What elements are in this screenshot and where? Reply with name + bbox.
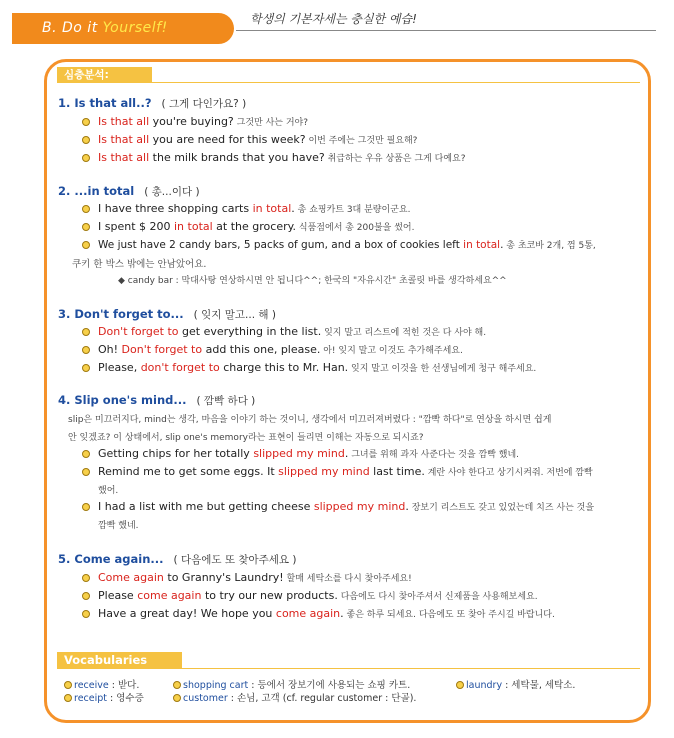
section-gloss: ( 그게 다인가요? ) [161, 98, 247, 110]
list-item: Is that all you're buying? 그것만 사는 거야? [82, 115, 308, 128]
vocab-label: Vocabularies [57, 652, 182, 669]
header-tab-title: B. Do it Yourself! [42, 20, 168, 36]
section-4-heading [58, 393, 255, 408]
section-title: Come again... [74, 552, 164, 566]
vocab-entry: shopping cart : 등에서 장보기에 사용되는 쇼핑 카트. [173, 677, 410, 691]
bullet-icon [82, 241, 90, 249]
bullet-icon [82, 205, 90, 213]
list-item: I have three shopping carts in total. 총 쇼핑카트 3대 분량이군요. [82, 202, 410, 215]
section-number: 1. [58, 96, 71, 110]
vocab-entry: customer : 손님, 고객 (cf. regular customer : 단골). [173, 690, 416, 704]
list-item: I spent $ 200 in total at the grocery. 식품점에서 총 200불을 썼어. [82, 220, 415, 233]
section-title: Don't forget to... [74, 307, 184, 321]
note: ◆ candy bar : 막대사탕 연상하시면 안 됩니다^^; 한국의 "자유시간" 초콜릿 바를 생각하세요^^ [118, 276, 507, 286]
bullet-icon [82, 328, 90, 336]
list-item: Please come again to try our new products. 다음에도 다시 찾아주셔서 신제품을 사용해보세요. [82, 589, 538, 602]
bullet-icon [456, 681, 464, 689]
list-item: Don't forget to get everything in the list. 잊지 말고 리스트에 적힌 것은 다 사야 해. [82, 325, 486, 338]
section-title: Is that all..? [74, 96, 152, 110]
section-2-heading [58, 184, 200, 199]
vocab-entry: receive : 받다. [64, 677, 139, 691]
list-item-continuation: 쿠키 한 박스 밖에는 안남았어요. [72, 259, 207, 270]
bullet-icon [82, 136, 90, 144]
section-description: 안 잊겠죠? 이 상태에서, slip one's memory라는 표현이 들리면 이해는 자동으로 되시죠? [68, 433, 424, 443]
list-item: Come again to Granny's Laundry! 할매 세탁소를 다시 찾아주세요! [82, 571, 412, 584]
list-item: Have a great day! We hope you come again. 좋은 하루 되세요. 다음에도 또 찾아 주시길 바랍니다. [82, 607, 555, 620]
list-item: Oh! Don't forget to add this one, please. 아! 잊지 말고 이것도 추가해주세요. [82, 343, 463, 356]
bullet-icon [82, 592, 90, 600]
section-gloss: ( 잊지 말고... 해 ) [193, 309, 276, 321]
section-gloss: ( 총...이다 ) [144, 186, 200, 198]
bullet-icon [82, 364, 90, 372]
section-label: 심층분석: [57, 67, 152, 83]
list-item-continuation: 깜빡 했네. [98, 521, 139, 531]
bullet-icon [64, 681, 72, 689]
vocab-rule [175, 668, 640, 669]
section-number: 5. [58, 552, 71, 566]
list-item: I had a list with me but getting cheese slipped my mind. 장보기 리스트도 갖고 있었는데 치즈 사는 것을 [82, 500, 594, 513]
bullet-icon [64, 694, 72, 702]
vocab-entry: receipt : 영수증 [64, 690, 144, 704]
bullet-icon [82, 503, 90, 511]
section-title: ...in total [74, 184, 135, 198]
bullet-icon [82, 223, 90, 231]
bullet-icon [82, 610, 90, 618]
bullet-icon [82, 468, 90, 476]
list-item: Please, don't forget to charge this to Mr. Han. 잊지 말고 이것을 한 선생님에게 청구 해주세요. [82, 361, 536, 374]
list-item: We just have 2 candy bars, 5 packs of gum, and a box of cookies left in total. 총 초코바 2개, 껌 5통, [82, 238, 596, 251]
section-gloss: ( 깜빡 하다 ) [196, 395, 256, 407]
bullet-icon [82, 574, 90, 582]
list-item: Getting chips for her totally slipped my mind. 그녀를 위해 과자 사준다는 것을 깜빡 했네. [82, 447, 519, 460]
header-tab-shadow [210, 13, 240, 44]
header-subtitle: 학생의 기본자세는 충실한 예습! [250, 12, 417, 26]
section-1-heading [58, 96, 246, 111]
section-rule [145, 82, 640, 83]
section-number: 2. [58, 184, 71, 198]
section-5-heading [58, 552, 297, 567]
bullet-icon [82, 118, 90, 126]
section-number: 3. [58, 307, 71, 321]
header-rule [236, 30, 656, 31]
list-item-continuation: 했어. [98, 486, 119, 496]
list-item: Is that all you are need for this week? 이번 주에는 그것만 필요해? [82, 133, 417, 146]
bullet-icon [82, 346, 90, 354]
section-number: 4. [58, 393, 71, 407]
bullet-icon [173, 681, 181, 689]
list-item: Is that all the milk brands that you have? 취급하는 우유 상품은 그게 다예요? [82, 151, 466, 164]
bullet-icon [173, 694, 181, 702]
list-item: Remind me to get some eggs. It slipped my mind last time. 계란 사야 한다고 상기시켜줘. 저번에 깜빡 [82, 465, 593, 478]
bullet-icon [82, 154, 90, 162]
section-3-heading [58, 307, 276, 322]
header-tab [12, 13, 234, 44]
section-title: Slip one's mind... [74, 393, 187, 407]
vocab-entry: laundry : 세탁물, 세탁소. [456, 677, 575, 691]
section-gloss: ( 다음에도 또 찾아주세요 ) [173, 554, 297, 566]
section-description: slip은 미끄러지다, mind는 생각, 마음을 이야기 하는 것이니, 생각에서 미끄러져버렸다 : "깜빡 하다"로 연상을 하시면 쉽게 [68, 415, 552, 425]
bullet-icon [82, 450, 90, 458]
